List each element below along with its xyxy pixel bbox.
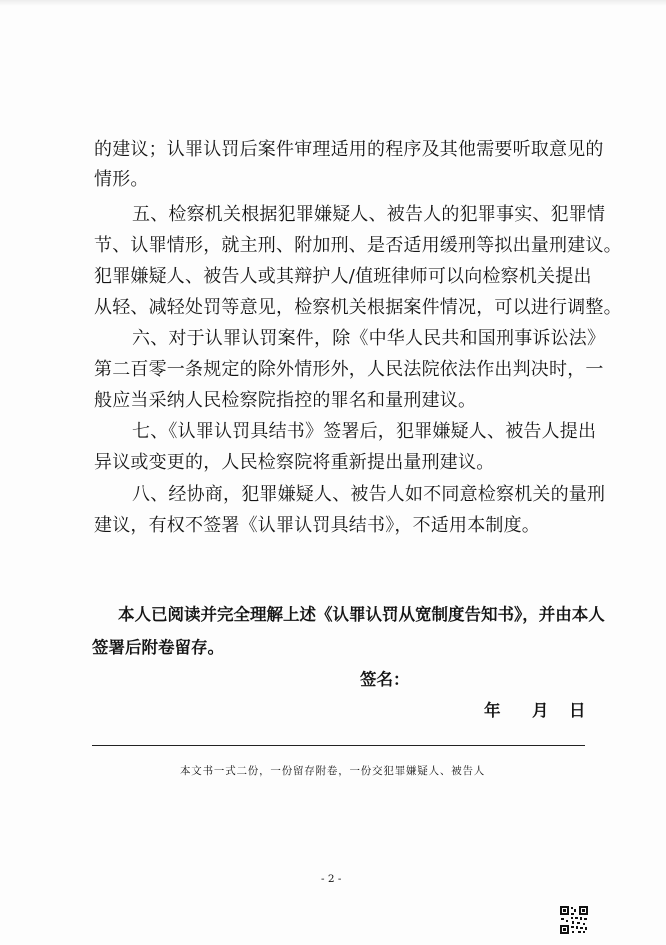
- footnote: 本文书一式二份，一份留存附卷，一份交犯罪嫌疑人、被告人: [180, 765, 486, 777]
- text-line: 从轻、减轻处罚等意见，检察机关根据案件情况，可以进行调整。: [94, 297, 622, 318]
- qr-code-icon: [559, 905, 589, 935]
- text-line: 七、《认罪认罚具结书》签署后，犯罪嫌疑人、被告人提出: [132, 421, 597, 442]
- text-line: 节、认罪情形，就主刑、附加刑、是否适用缓刑等拟出量刑建议。: [94, 235, 622, 256]
- text-line: 建议，有权不签署《认罪认罚具结书》，不适用本制度。: [94, 515, 540, 536]
- signature-label: 签名：: [360, 670, 410, 689]
- footer-divider: [92, 745, 585, 746]
- text-line: 犯罪嫌疑人、被告人或其辩护人/值班律师可以向检察机关提出: [94, 266, 592, 287]
- text-line: 五、检察机关根据犯罪嫌疑人、被告人的犯罪事实、犯罪情: [132, 204, 606, 225]
- text-line: 的建议；认罪认罚后案件审理适用的程序及其他需要听取意见的: [94, 139, 604, 160]
- date-year-label: 年: [484, 701, 501, 720]
- page-number: - 2 -: [321, 873, 342, 885]
- text-line: 第二百零一条规定的除外情形外，人民法院依法作出判决时，一: [94, 359, 604, 380]
- date-month-label: 月: [532, 701, 549, 720]
- acknowledgement-line-2: 签署后附卷留存。: [92, 638, 224, 657]
- scan-edge: [0, 0, 666, 6]
- acknowledgement-line-1: 本人已阅读并完全理解上述《认罪认罚从宽制度告知书》，并由本人: [118, 605, 605, 624]
- text-line: 异议或变更的，人民检察院将重新提出量刑建议。: [94, 452, 495, 473]
- text-line: 六、对于认罪认罚案件，除《中华人民共和国刑事诉讼法》: [132, 328, 606, 349]
- text-line: 情形。: [94, 169, 149, 190]
- text-line: 般应当采纳人民检察院指控的罪名和量刑建议。: [94, 390, 477, 411]
- date-day-label: 日: [569, 701, 586, 720]
- text-line: 八、经协商，犯罪嫌疑人、被告人如不同意检察机关的量刑: [132, 484, 606, 505]
